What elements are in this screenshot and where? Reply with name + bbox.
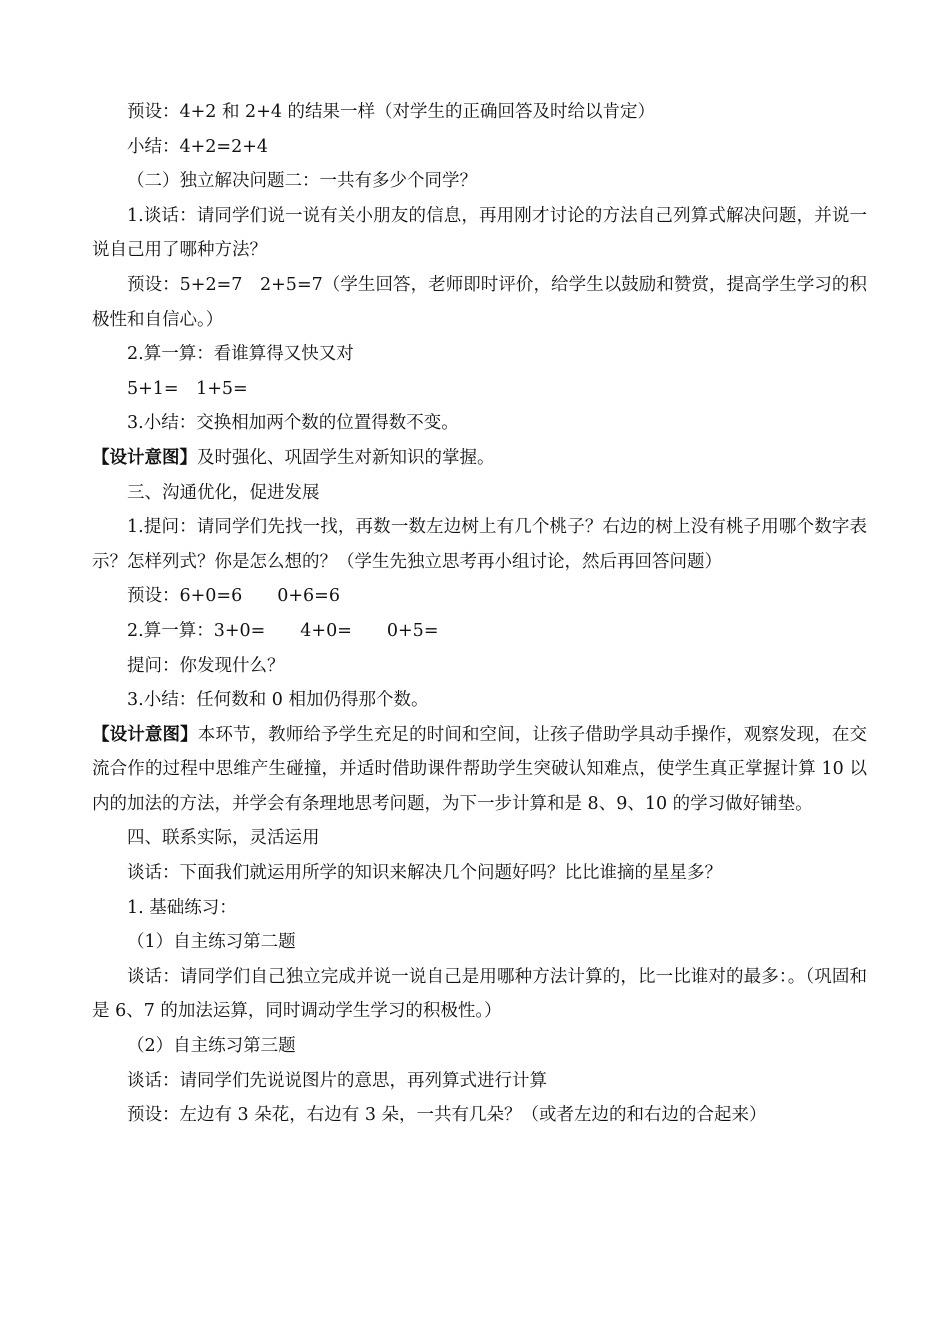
paragraph-preset-flowers: 预设：左边有 3 朵花，右边有 3 朵，一共有几朵？（或者左边的和右边的合起来） xyxy=(127,1105,767,1126)
design-intent-tag: 【设计意图】 xyxy=(92,447,197,468)
paragraph-talk-stars: 谈话：下面我们就运用所学的知识来解决几个问题好吗？比比谁摘的星星多？ xyxy=(127,863,722,884)
paragraph-design-intent-1 xyxy=(92,441,867,476)
paragraph-exercise-two: （1）自主练习第二题 xyxy=(127,932,296,953)
paragraph-preset-6-0: 预设：6+0=6 0+6=6 xyxy=(127,586,340,607)
design-intent-tag: 【设计意图】 xyxy=(92,724,198,745)
paragraph-summary-4-2: 小结：4+2=2+4 xyxy=(127,136,269,157)
paragraph-question-peaches: 1.提问：请同学们先找一找，再数一数左边树上有几个桃子？右边的树上没有桃子用哪个数字表示？怎样列式？你是怎么想的？（学生先独立思考再小组讨论，然后再回答问题） xyxy=(92,517,867,572)
paragraph-section-four-heading: 四、联系实际，灵活运用 xyxy=(127,828,320,849)
paragraph-preset-5-2: 预设：5+2=7 2+5=7（学生回答，老师即时评价，给学生以鼓励和赞赏，提高学生学习的积极性和自信心。） xyxy=(92,274,867,330)
paragraph-summary-zero: 3.小结：任何数和 0 相加仍得那个数。 xyxy=(127,690,429,711)
paragraph-section-three-heading: 三、沟通优化，促进发展 xyxy=(127,482,320,503)
document-body xyxy=(92,95,867,1133)
paragraph-talk-independent: 谈话：请同学们自己独立完成并说一说自己是用哪种方法计算的，比一比谁对的最多：。（巩固和是 6、7 的加法运算，同时调动学生学习的积极性。） xyxy=(92,966,867,1022)
paragraph-preset-4-2: 预设：4+2 和 2+4 的结果一样（对学生的正确回答及时给以肯定） xyxy=(127,102,656,122)
design-intent-text: 及时强化、巩固学生对新知识的掌握。 xyxy=(197,447,495,468)
paragraph-exercise-5-1: 5+1= 1+5= xyxy=(127,378,248,399)
paragraph-exercise-three: （2）自主练习第三题 xyxy=(127,1036,296,1057)
paragraph-question-discover: 提问：你发现什么？ xyxy=(127,655,285,676)
paragraph-calc-zero: 2.算一算：3+0= 4+0= 0+5= xyxy=(127,620,439,641)
paragraph-basic-practice: 1. 基础练习： xyxy=(127,897,237,918)
design-intent-text: 本环节，教师给予学生充足的时间和空间，让孩子借助学具动手操作，观察发现，在交流合作的过程中思维产生碰撞，并适时借助课件帮助学生突破认知难点，使学生真正掌握计算 10 以内的加法的方法，并学会有条理地思考问题，为下一步计算和是 8、9、10 的学习做好铺垫。 xyxy=(92,724,868,814)
paragraph-talk-1: 1.谈话：请同学们说一说有关小朋友的信息，再用刚才讨论的方法自己列算式解决问题，并说一说自己用了哪种方法？ xyxy=(92,205,867,261)
paragraph-section-two-heading: （二）独立解决问题二：一共有多少个同学？ xyxy=(127,171,477,192)
paragraph-talk-picture: 谈话：请同学们先说说图片的意思，再列算式进行计算 xyxy=(127,1070,547,1091)
paragraph-summary-3: 3.小结：交换相加两个数的位置得数不变。 xyxy=(127,413,459,434)
paragraph-design-intent-2 xyxy=(92,718,867,822)
paragraph-calc-2: 2.算一算：看谁算得又快又对 xyxy=(127,344,354,365)
